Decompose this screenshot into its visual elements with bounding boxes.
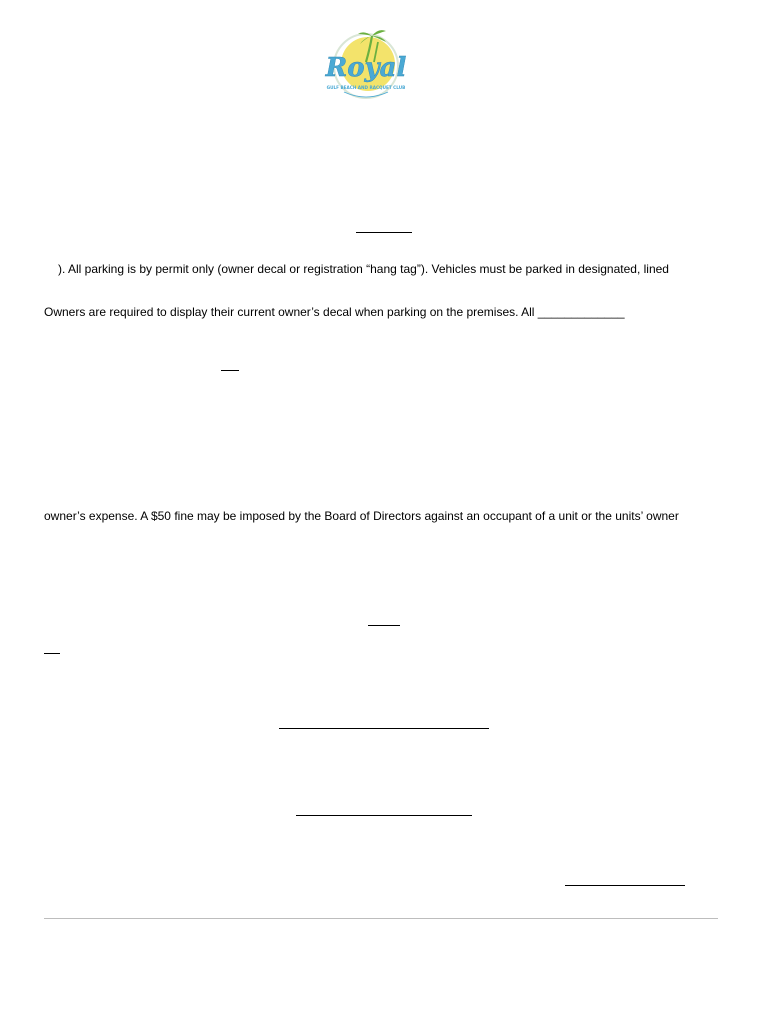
- title-underline: [356, 232, 412, 233]
- royal-logo: [320, 22, 412, 104]
- blank-line: [279, 728, 489, 729]
- fine-text: owner’s expense. A $50 fine may be imposed by the Board of Directors against an occupant of a unit or the units’ owner: [44, 509, 679, 523]
- page-separator: [44, 918, 718, 919]
- owner-decal-text: Owners are required to display their current owner’s decal when parking on the premises. All _____________: [44, 305, 625, 319]
- logo-arc: [344, 92, 388, 97]
- heading-underline: [296, 815, 472, 816]
- short-underline: [221, 370, 239, 371]
- section-underline: [368, 625, 400, 626]
- left-dash: [44, 653, 60, 654]
- logo-wordmark: Royal: [325, 53, 407, 83]
- parking-permit-text: ). All parking is by permit only (owner decal or registration “hang tag”). Vehicles must be parked in designated, lined: [58, 262, 669, 276]
- date-blank-line: [565, 885, 685, 886]
- logo-tagline: GULF BEACH AND RACQUET CLUB: [326, 85, 406, 90]
